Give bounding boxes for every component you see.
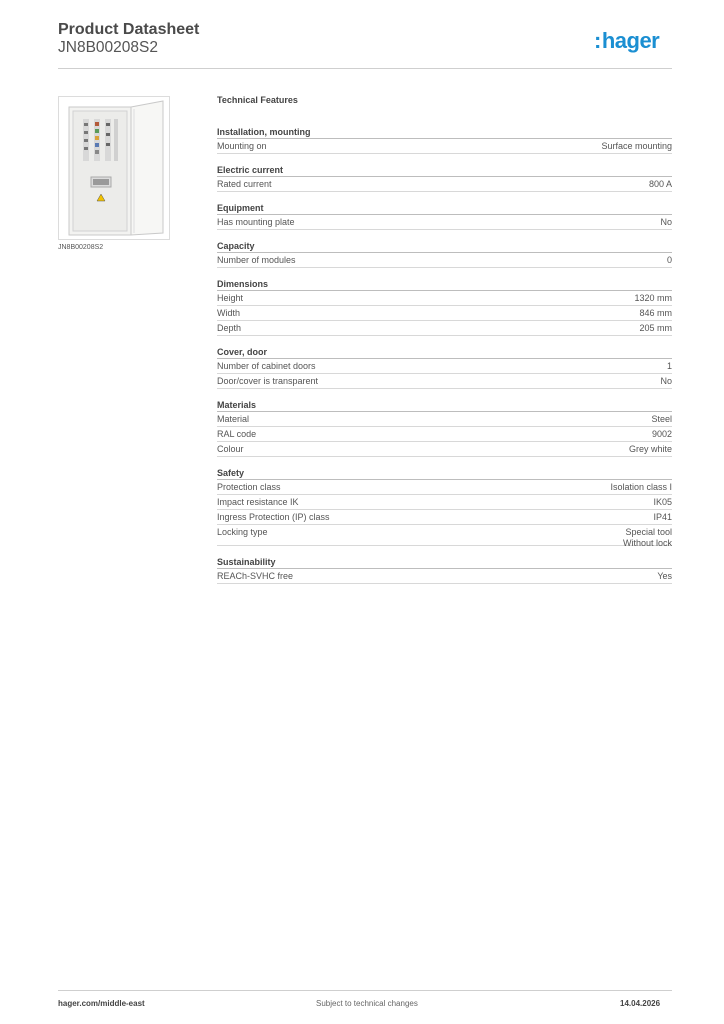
distribution-board-illustration xyxy=(59,97,169,239)
spec-value: Isolation class I xyxy=(610,482,672,492)
spec-value: 205 mm xyxy=(639,323,672,333)
hager-logo xyxy=(594,28,659,54)
spec-group-title: Materials xyxy=(217,399,672,412)
section-title: Technical Features xyxy=(217,95,298,105)
spec-label: Colour xyxy=(217,444,244,454)
spec-value-line: Without lock xyxy=(622,538,672,548)
spec-row xyxy=(217,412,672,427)
spec-row xyxy=(217,306,672,321)
spec-value: IK05 xyxy=(653,497,672,507)
spec-group xyxy=(217,240,672,268)
spec-row xyxy=(217,480,672,495)
spec-group xyxy=(217,278,672,336)
spec-group xyxy=(217,556,672,584)
spec-label: Protection class xyxy=(217,482,281,492)
spec-row xyxy=(217,253,672,268)
image-caption: JN8B00208S2 xyxy=(58,244,104,251)
product-code: JN8B00208S2 xyxy=(58,39,158,56)
spec-value: 1320 mm xyxy=(634,293,672,303)
spec-row xyxy=(217,525,672,546)
spec-value xyxy=(623,527,672,549)
spec-group-title: Equipment xyxy=(217,202,672,215)
footer-website: hager.com/middle-east xyxy=(58,999,145,1008)
spec-group xyxy=(217,202,672,230)
spec-row xyxy=(217,177,672,192)
spec-value: 800 A xyxy=(648,179,672,189)
spec-value: No xyxy=(660,217,672,227)
spec-group xyxy=(217,467,672,546)
spec-label: Number of modules xyxy=(217,255,296,265)
logo-colon-icon: : xyxy=(594,28,601,53)
header-divider xyxy=(58,68,672,69)
spec-group xyxy=(217,399,672,457)
spec-label: Number of cabinet doors xyxy=(217,361,316,371)
logo-text: hager xyxy=(601,28,660,53)
spec-label: Has mounting plate xyxy=(217,217,295,227)
spec-group-title: Installation, mounting xyxy=(217,126,672,139)
spec-label: Locking type xyxy=(217,527,268,537)
spec-row xyxy=(217,291,672,306)
spec-value: 846 mm xyxy=(639,308,672,318)
spec-row xyxy=(217,495,672,510)
spec-value: IP41 xyxy=(653,512,672,522)
spec-group-title: Dimensions xyxy=(217,278,672,291)
footer-date: 14.04.2026 xyxy=(620,999,661,1008)
spec-value: 1 xyxy=(666,361,672,371)
spec-label: Impact resistance IK xyxy=(217,497,299,507)
spec-value: Yes xyxy=(657,571,672,581)
spec-group-title: Safety xyxy=(217,467,672,480)
spec-group-title: Electric current xyxy=(217,164,672,177)
spec-group-title: Capacity xyxy=(217,240,672,253)
spec-row xyxy=(217,321,672,336)
spec-value: 9002 xyxy=(651,429,672,439)
footer-notice: Subject to technical changes xyxy=(316,999,418,1008)
product-image xyxy=(58,96,170,240)
spec-row xyxy=(217,374,672,389)
spec-row xyxy=(217,215,672,230)
spec-value: 0 xyxy=(666,255,672,265)
spec-row xyxy=(217,427,672,442)
technical-features xyxy=(217,95,672,594)
spec-label: Height xyxy=(217,293,244,303)
spec-row xyxy=(217,442,672,457)
spec-value: No xyxy=(660,376,672,386)
spec-label: RAL code xyxy=(217,429,257,439)
spec-label: Width xyxy=(217,308,241,318)
spec-label: Depth xyxy=(217,323,242,333)
spec-value: Steel xyxy=(651,414,672,424)
spec-row xyxy=(217,139,672,154)
spec-label: Door/cover is transparent xyxy=(217,376,319,386)
spec-group-title: Cover, door xyxy=(217,346,672,359)
spec-value: Grey white xyxy=(628,444,672,454)
spec-group xyxy=(217,164,672,192)
spec-group xyxy=(217,126,672,154)
spec-group xyxy=(217,346,672,389)
spec-row xyxy=(217,510,672,525)
spec-label: REACh-SVHC free xyxy=(217,571,294,581)
spec-label: Ingress Protection (IP) class xyxy=(217,512,330,522)
spec-value-line: Special tool xyxy=(625,527,672,537)
spec-row xyxy=(217,569,672,584)
spec-label: Rated current xyxy=(217,179,272,189)
spec-label: Material xyxy=(217,414,250,424)
spec-label: Mounting on xyxy=(217,141,267,151)
spec-group-title: Sustainability xyxy=(217,556,672,569)
page-title: Product Datasheet xyxy=(58,21,200,38)
spec-row xyxy=(217,359,672,374)
spec-value: Surface mounting xyxy=(601,141,672,151)
footer-divider xyxy=(58,990,672,991)
